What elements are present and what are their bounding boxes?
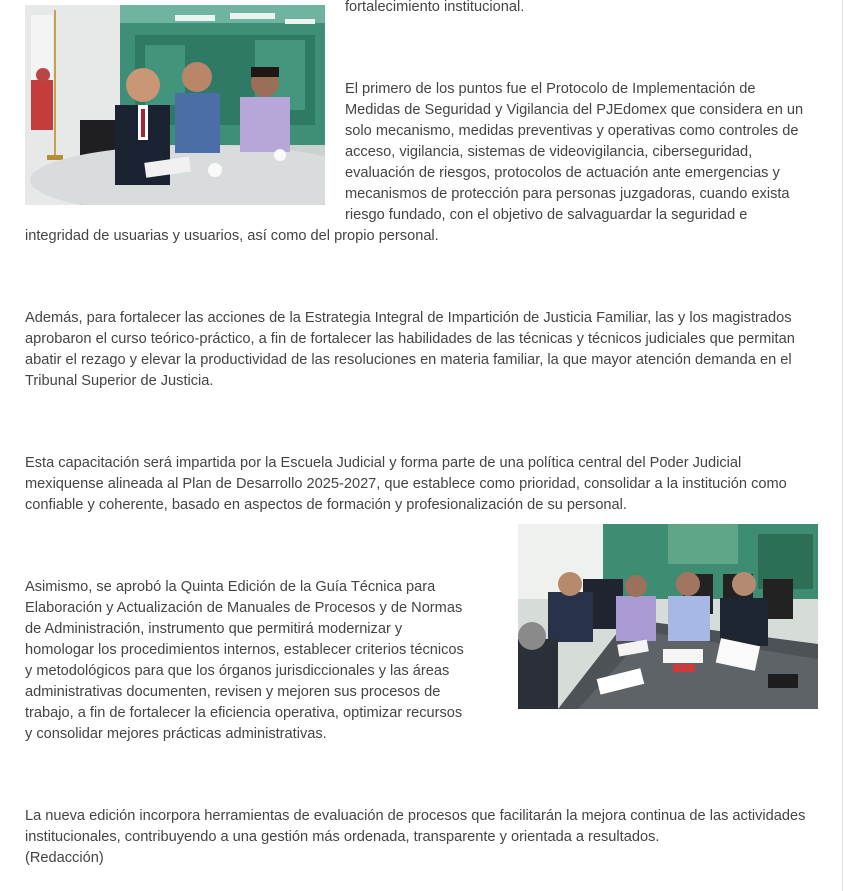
paragraph-1-line: Medidas de Seguridad y Vigilancia del PJEdomex que considera en un: [345, 102, 804, 118]
paragraph-1-tail: integridad de usuarias y usuarios, así como del propio personal.: [25, 228, 439, 244]
paragraph-1-line: acceso, vigilancia, sistemas de videovigilancia, ciberseguridad,: [345, 144, 753, 160]
paragraph-4: Asimismo, se aprobó la Quinta Edición de la Guía Técnica para Elaboración y Actualización de Manuales de Procesos y de Normas de Administración, instrumento que permitirá modernizar y homologar los procedimientos internos, establecer criterios técnicos y metodológicos para que los órganos jurisdiccionales y las áreas administrativas documenten, revisen y mejoren sus procesos de trabajo, a fin de fortalecer la eficiencia operativa, optimizar recursos y consolidar mejores prácticas administrativas.: [25, 579, 464, 742]
paragraph-0: fortalecimiento institucional.: [345, 0, 525, 15]
paragraph-2: Además, para fortalecer las acciones de la Estrategia Integral de Impartición de Justicia Familiar, las y los magistrados aprobaron el curso teórico-práctico, a fin de fortalecer las habilidades de las técnicas y técnicos judiciales que permitan abatir el rezago y elevar la productividad de las resoluciones en materia familiar, la que mayor atención demanda en el Tribunal Superior de Justicia.: [25, 310, 795, 389]
byline: (Redacción): [25, 850, 104, 866]
paragraph-1-line: mecanismos de protección para personas juzgadoras, cuando exista: [345, 186, 790, 202]
paragraph-3: Esta capacitación será impartida por la Escuela Judicial y forma parte de una política central del Poder Judicial mexiquense alineada al Plan de Desarrollo 2025-2027, que establece como prioridad, consolidar a la institución como confiable y coherente, basado en aspectos de formación y profesionalización de su personal.: [25, 455, 787, 513]
paragraph-5-text: La nueva edición incorpora herramientas de evaluación de procesos que facilitarán la mejora continua de las actividades institucionales, contribuyendo a una gestión más ordenada, transparente y orientada a resultados.: [25, 808, 806, 845]
paragraph-1-line: riesgo fundado, con el objetivo de salvaguardar la seguridad e: [345, 207, 748, 223]
meeting-photo-1: [25, 5, 325, 205]
page-border: [842, 0, 843, 891]
meeting-photo-2: [518, 524, 818, 709]
paragraph-1-line: El primero de los puntos fue el Protocolo de Implementación de: [345, 81, 756, 97]
paragraph-1-line: evaluación de riesgos, protocolos de actuación ante emergencias y: [345, 165, 780, 181]
paragraph-1: [345, 79, 818, 226]
paragraph-5: [25, 806, 818, 869]
paragraph-1-line: solo mecanismo, medidas preventivas y operativas como controles de: [345, 123, 799, 139]
